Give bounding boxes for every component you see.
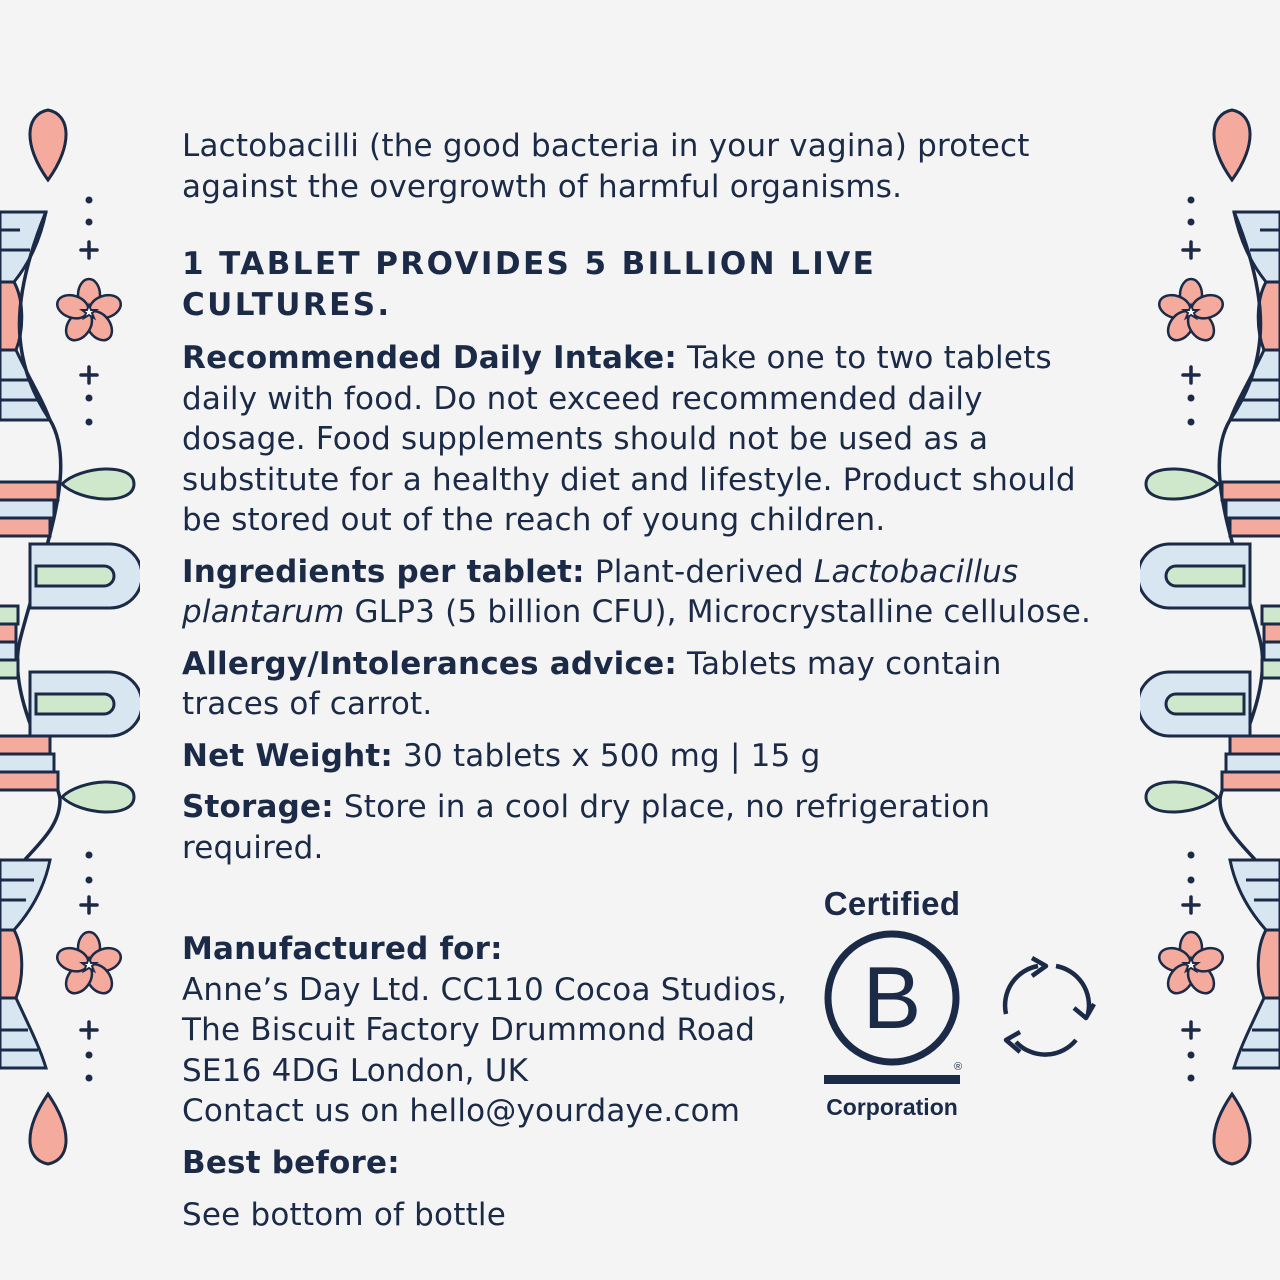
bcorp-letter: B (862, 948, 922, 1047)
allergy-text: Tablets may contain traces of carrot. (182, 645, 1002, 722)
flower-icon (54, 932, 124, 998)
species-name-part1: Lactobacillus (813, 553, 1019, 590)
bcorp-corporation-text: Corporation (826, 1094, 958, 1120)
manufacturer-section (182, 929, 802, 1236)
bcorp-logo (822, 884, 962, 1124)
intake-text: Take one to two tablets daily with food. Do not exceed recommended daily dosage. Food supplements should not be used as a substitute for a healthy diet and lifestyle. Product should be stored out of the reach of young children. (182, 340, 1076, 538)
allergy-label: Allergy/Intolerances advice: (182, 645, 677, 682)
flower-icon (54, 279, 124, 345)
net-weight-text: 30 tablets x 500 mg | 15 g (393, 737, 821, 774)
drop-icon (1214, 1094, 1250, 1164)
bcorp-certified-text: Certified (823, 885, 961, 922)
contact-line: Contact us on hello@yourdaye.com (182, 1093, 741, 1129)
leaf-icon (1146, 782, 1218, 812)
leaf-icon (1146, 469, 1218, 499)
intake-section (182, 338, 1092, 541)
ingredients-section (182, 552, 1092, 633)
best-before-label: Best before: (182, 1144, 400, 1181)
headline: 1 TABLET PROVIDES 5 BILLION LIVE CULTURES. (182, 246, 877, 323)
leaf-icon (62, 469, 134, 499)
recycle-icon (992, 952, 1098, 1058)
intake-label: Recommended Daily Intake: (182, 340, 677, 376)
drop-icon (1214, 110, 1250, 180)
right-decorative-border (1140, 0, 1280, 1280)
registered-mark: ® (954, 1061, 962, 1073)
leaf-icon (62, 782, 134, 812)
manufacturer-line3: SE16 4DG London, UK (182, 1052, 529, 1089)
intro-text: Lactobacilli (the good bacteria in your vagina) protect against the overgrowth of harmful organisms. (182, 128, 1030, 205)
ingredients-text-b: GLP3 (5 billion CFU), Microcrystalline cellulose. (344, 594, 1092, 630)
drop-icon (30, 110, 66, 180)
best-before-text: See bottom of bottle (182, 1197, 507, 1233)
drop-icon (30, 1094, 66, 1164)
manufacturer-line2: The Biscuit Factory Drummond Road (182, 1012, 756, 1048)
flower-icon (1156, 932, 1226, 998)
ingredients-text-a: Plant-derived (584, 553, 814, 590)
ingredients-label: Ingredients per tablet: (182, 553, 585, 590)
storage-section (182, 787, 1092, 868)
left-decorative-border (0, 0, 140, 1280)
net-weight-section (182, 736, 1092, 777)
species-name-part2: plantarum (182, 594, 345, 630)
flower-icon (1156, 279, 1226, 345)
storage-label: Storage: (182, 789, 334, 825)
net-weight-label: Net Weight: (182, 737, 393, 774)
storage-text: Store in a cool dry place, no refrigeration required. (182, 789, 991, 866)
bcorp-mark (822, 928, 962, 1088)
allergy-section (182, 644, 1092, 725)
manufacturer-label: Manufactured for: (182, 931, 503, 967)
manufacturer-line1: Anne’s Day Ltd. CC110 Cocoa Studios, (182, 971, 788, 1008)
